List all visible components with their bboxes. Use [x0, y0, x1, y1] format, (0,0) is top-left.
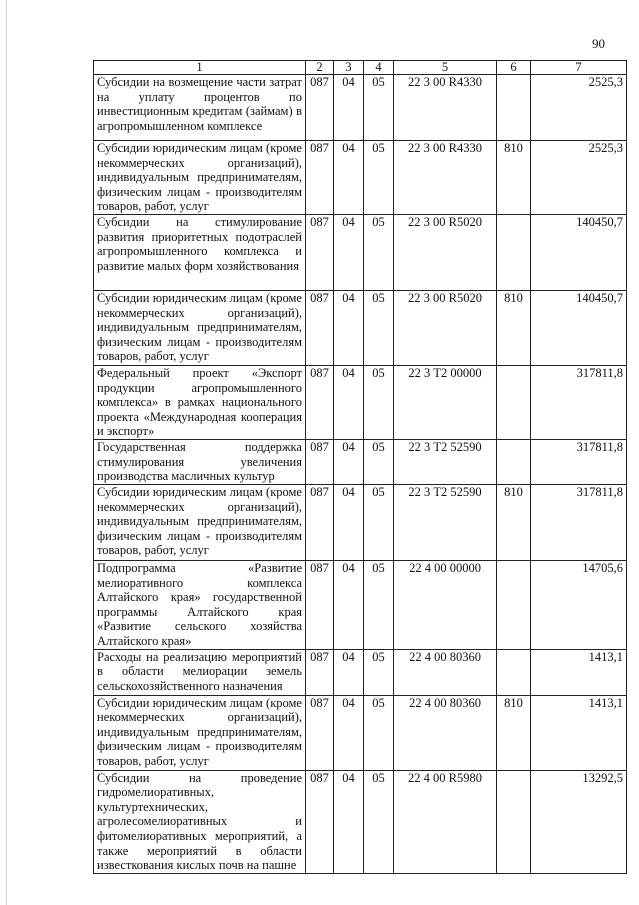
row-subsection-code: 05 — [364, 365, 394, 439]
table-header-row — [94, 61, 627, 75]
row-target-code: 22 4 00 R5980 — [394, 770, 497, 873]
row-amount: 2525,3 — [531, 75, 627, 141]
row-ministry-code: 087 — [306, 695, 334, 770]
row-amount: 140450,7 — [531, 290, 627, 365]
row-amount: 317811,8 — [531, 484, 627, 560]
row-name: Субсидии на стимулирование развития приоритетных подотраслей агропромышленного комплекса и развитие малых форм хозяйствования — [94, 214, 306, 290]
column-header: 4 — [364, 61, 394, 75]
row-target-code: 22 3 00 R4330 — [394, 141, 497, 215]
row-ministry-code: 087 — [306, 214, 334, 290]
row-expense-type — [497, 214, 531, 290]
row-ministry-code: 087 — [306, 649, 334, 695]
row-ministry-code: 087 — [306, 290, 334, 365]
column-header: 7 — [531, 61, 627, 75]
row-section-code: 04 — [334, 75, 364, 141]
column-header: 1 — [94, 61, 306, 75]
row-subsection-code: 05 — [364, 75, 394, 141]
row-section-code: 04 — [334, 484, 364, 560]
row-ministry-code: 087 — [306, 365, 334, 439]
row-section-code: 04 — [334, 365, 364, 439]
row-subsection-code: 05 — [364, 560, 394, 649]
table-row — [94, 290, 627, 365]
row-target-code: 22 3 00 R4330 — [394, 75, 497, 141]
table-row — [94, 214, 627, 290]
row-expense-type: 810 — [497, 290, 531, 365]
row-expense-type: 810 — [497, 695, 531, 770]
row-expense-type — [497, 439, 531, 484]
row-section-code: 04 — [334, 214, 364, 290]
row-section-code: 04 — [334, 290, 364, 365]
row-name: Субсидии юридическим лицам (кроме некоммерческих организаций), индивидуальным предпринимателям, физическим лицам - производителям товаров, работ, услуг — [94, 141, 306, 215]
column-header: 5 — [394, 61, 497, 75]
budget-table — [93, 60, 627, 874]
row-subsection-code: 05 — [364, 695, 394, 770]
row-section-code: 04 — [334, 770, 364, 873]
row-section-code: 04 — [334, 560, 364, 649]
row-subsection-code: 05 — [364, 484, 394, 560]
column-header: 3 — [334, 61, 364, 75]
row-name: Субсидии юридическим лицам (кроме некоммерческих организаций), индивидуальным предпринимателям, физическим лицам - производителям товаров, работ, услуг — [94, 290, 306, 365]
row-name: Подпрограмма «Развитие мелиоративного комплекса Алтайского края» государственной программы Алтайского края «Развитие сельского хозяйства Алтайского края» — [94, 560, 306, 649]
row-target-code: 22 3 Т2 52590 — [394, 439, 497, 484]
row-target-code: 22 3 Т2 00000 — [394, 365, 497, 439]
row-subsection-code: 05 — [364, 649, 394, 695]
row-section-code: 04 — [334, 141, 364, 215]
row-subsection-code: 05 — [364, 141, 394, 215]
row-amount: 317811,8 — [531, 365, 627, 439]
row-target-code: 22 4 00 80360 — [394, 695, 497, 770]
row-ministry-code: 087 — [306, 75, 334, 141]
scan-edge-line — [6, 0, 7, 905]
row-section-code: 04 — [334, 649, 364, 695]
row-ministry-code: 087 — [306, 439, 334, 484]
row-name: Субсидии на проведение гидромелиоративных, культуртехнических, агролесомелиоративных и фитомелиоративных мероприятий, а также мероприятий в области известкования кислых почв на пашне — [94, 770, 306, 873]
row-name: Субсидии на возмещение части затрат на уплату процентов по инвестиционным кредитам (займам) в агропромышленном комплексе — [94, 75, 306, 141]
table-row — [94, 695, 627, 770]
row-expense-type: 810 — [497, 484, 531, 560]
row-subsection-code: 05 — [364, 439, 394, 484]
row-ministry-code: 087 — [306, 141, 334, 215]
row-name: Субсидии юридическим лицам (кроме некоммерческих организаций), индивидуальным предпринимателям, физическим лицам - производителям товаров, работ, услуг — [94, 695, 306, 770]
row-expense-type — [497, 75, 531, 141]
row-amount: 2525,3 — [531, 141, 627, 215]
row-name: Государственная поддержка стимулирования увеличения производства масличных культур — [94, 439, 306, 484]
row-section-code: 04 — [334, 439, 364, 484]
table-row — [94, 560, 627, 649]
table-row — [94, 365, 627, 439]
row-subsection-code: 05 — [364, 770, 394, 873]
row-target-code: 22 3 Т2 52590 — [394, 484, 497, 560]
row-subsection-code: 05 — [364, 214, 394, 290]
column-header: 2 — [306, 61, 334, 75]
row-subsection-code: 05 — [364, 290, 394, 365]
row-target-code: 22 3 00 R5020 — [394, 290, 497, 365]
table-row — [94, 484, 627, 560]
row-amount: 13292,5 — [531, 770, 627, 873]
row-amount: 1413,1 — [531, 695, 627, 770]
row-ministry-code: 087 — [306, 484, 334, 560]
row-amount: 14705,6 — [531, 560, 627, 649]
table-row — [94, 75, 627, 141]
row-name: Федеральный проект «Экспорт продукции агропромышленного комплекса» в рамках национального проекта «Международная кооперация и экспорт» — [94, 365, 306, 439]
table-row — [94, 770, 627, 873]
page-number: 90 — [592, 36, 605, 51]
row-ministry-code: 087 — [306, 770, 334, 873]
table-row — [94, 141, 627, 215]
row-name: Расходы на реализацию мероприятий в области мелиорации земель сельскохозяйственного назначения — [94, 649, 306, 695]
row-expense-type: 810 — [497, 141, 531, 215]
column-header: 6 — [497, 61, 531, 75]
row-expense-type — [497, 649, 531, 695]
row-name: Субсидии юридическим лицам (кроме некоммерческих организаций), индивидуальным предпринимателям, физическим лицам - производителям товаров, работ, услуг — [94, 484, 306, 560]
table-row — [94, 649, 627, 695]
row-target-code: 22 3 00 R5020 — [394, 214, 497, 290]
row-amount: 317811,8 — [531, 439, 627, 484]
row-expense-type — [497, 770, 531, 873]
row-target-code: 22 4 00 00000 — [394, 560, 497, 649]
row-section-code: 04 — [334, 695, 364, 770]
row-expense-type — [497, 560, 531, 649]
table-row — [94, 439, 627, 484]
row-amount: 1413,1 — [531, 649, 627, 695]
row-ministry-code: 087 — [306, 560, 334, 649]
row-amount: 140450,7 — [531, 214, 627, 290]
row-target-code: 22 4 00 80360 — [394, 649, 497, 695]
row-expense-type — [497, 365, 531, 439]
